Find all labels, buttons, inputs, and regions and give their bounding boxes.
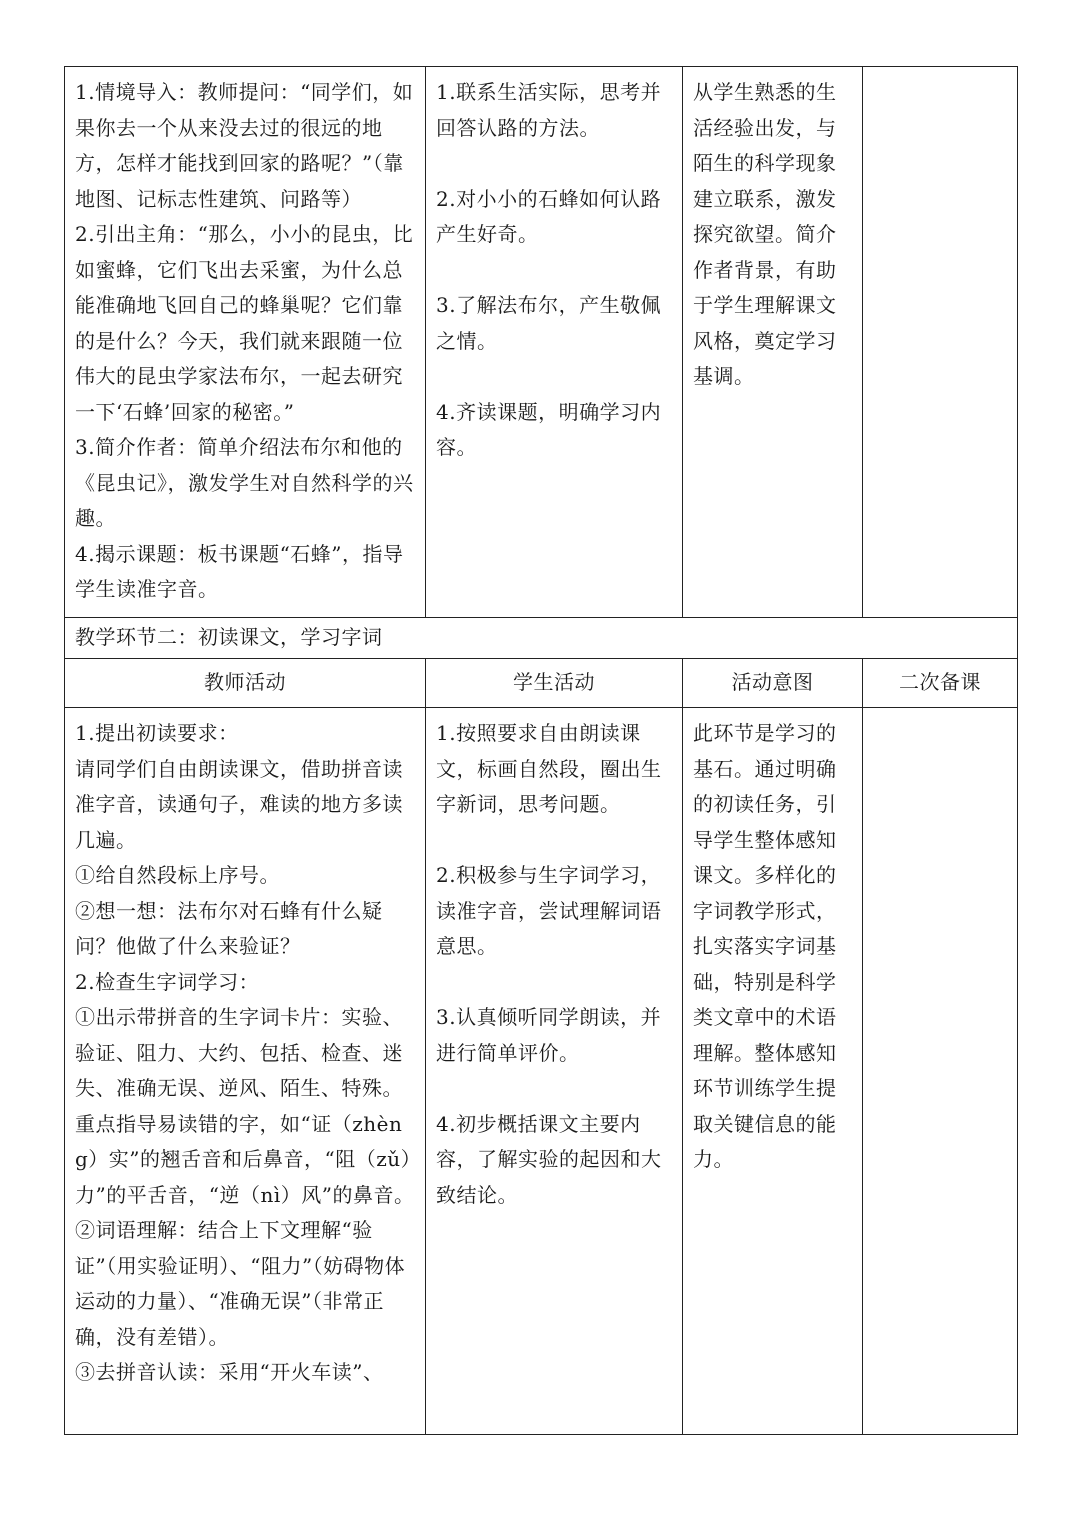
section2-row <box>65 708 1018 1435</box>
section2-teacher-line: ①给自然段标上序号。 <box>75 863 280 887</box>
section1-student-line: 1.联系生活实际，思考并回答认路的方法。 <box>436 80 662 140</box>
section2-student-line: 3.认真倾听同学朗读，并进行简单评价。 <box>436 1005 662 1065</box>
section1-student-line: 4.齐读课题，明确学习内容。 <box>436 399 662 459</box>
section1-teacher-cell <box>65 67 426 618</box>
section2-teacher-line: ②词语理解：结合上下文理解“验证”（用实验证明）、“阻力”（妨碍物体运动的力量）、“准确无误”（非常正确，没有差错）。 <box>75 1218 406 1349</box>
section1-student-cell <box>426 67 683 618</box>
section2-teacher-line: 1.提出初读要求： <box>75 721 239 745</box>
section2-student-cell <box>426 708 683 1435</box>
section2-teacher-line: ②想一想：法布尔对石蜂有什么疑问？他做了什么来验证？ <box>75 898 383 958</box>
section2-student-line: 4.初步概括课文主要内容，了解实验的起因和大致结论。 <box>436 1111 662 1207</box>
section2-teacher-line: ③去拼音认读：采用“开火车读”、 <box>75 1360 384 1384</box>
section2-teacher-cell <box>65 708 426 1435</box>
section1-intent-cell: 从学生熟悉的生活经验出发，与陌生的科学现象建立联系，激发探究欲望。简介作者背景，有助于学生理解课文风格，奠定学习基调。 <box>683 67 863 618</box>
section1-second-prep-cell <box>863 67 1018 618</box>
section2-title: 教学环节二：初读课文，学习字词 <box>65 618 1018 659</box>
section1-student-line: 2.对小小的石蜂如何认路产生好奇。 <box>436 186 662 246</box>
header-teacher-activity: 教师活动 <box>65 659 426 708</box>
header-activity-intent: 活动意图 <box>683 659 863 708</box>
header-second-prep: 二次备课 <box>863 659 1018 708</box>
section1-teacher-line: 2.引出主角：“那么，小小的昆虫，比如蜜蜂，它们飞出去采蜜，为什么总能准确地飞回自己的蜂巢呢？它们靠的是什么？今天，我们就来跟随一位伟大的昆虫学家法布尔，一起去研究一下‘石蜂’回家的秘密。” <box>75 222 414 424</box>
section1-teacher-line: 1.情境导入：教师提问：“同学们，如果你去一个从来没去过的很远的地方，怎样才能找到回家的路呢？”（靠地图、记标志性建筑、问路等） <box>75 80 414 211</box>
lesson-plan-page <box>64 66 1016 1435</box>
section2-intent-cell: 此环节是学习的基石。通过明确的初读任务，引导学生整体感知课文。多样化的字词教学形式，扎实落实字词基础，特别是科学类文章中的术语理解。整体感知环节训练学生提取关键信息的能力。 <box>683 708 863 1435</box>
section2-title-row <box>65 618 1018 659</box>
header-student-activity: 学生活动 <box>426 659 683 708</box>
section2-teacher-line: ①出示带拼音的生字词卡片：实验、验证、阻力、大约、包括、检查、迷失、准确无误、逆风、陌生、特殊。重点指导易读错的字，如“证（zhèng）实”的翘舌音和后鼻音，“阻（zǔ）力”的平舌音，“逆（nì）风”的鼻音。 <box>75 1005 415 1207</box>
section1-row <box>65 67 1018 618</box>
section2-student-line: 1.按照要求自由朗读课文，标画自然段，圈出生字新词，思考问题。 <box>436 721 662 816</box>
section2-teacher-line: 2.检查生字词学习： <box>75 969 260 994</box>
section2-student-line: 2.积极参与生字词学习，读准字音，尝试理解词语意思。 <box>436 863 662 958</box>
section2-second-prep-cell <box>863 708 1018 1435</box>
section1-student-line: 3.了解法布尔，产生敬佩之情。 <box>436 293 662 353</box>
table-header-row <box>65 659 1018 708</box>
section1-teacher-line: 4.揭示课题：板书课题“石蜂”，指导学生读准字音。 <box>75 541 404 601</box>
section2-teacher-line: 请同学们自由朗读课文，借助拼音读准字音，读通句子，难读的地方多读几遍。 <box>75 756 403 852</box>
lesson-plan-table <box>64 66 1018 1435</box>
section1-teacher-line: 3.简介作者：简单介绍法布尔和他的《昆虫记》，激发学生对自然科学的兴趣。 <box>75 435 414 530</box>
